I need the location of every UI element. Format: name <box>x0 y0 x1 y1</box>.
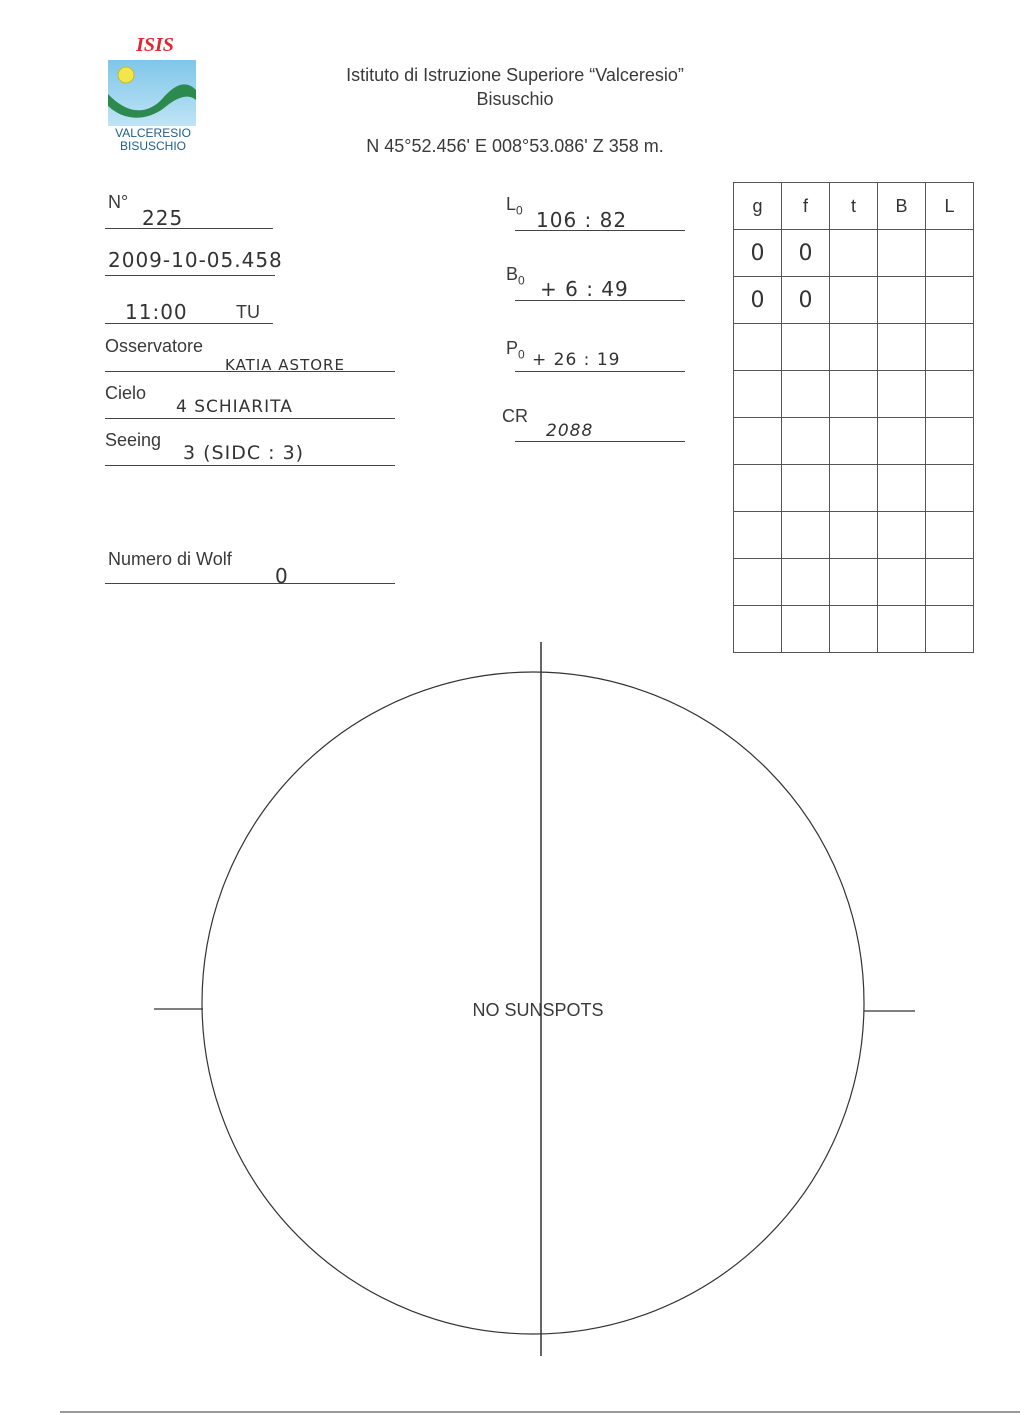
column-header-t: t <box>830 183 878 230</box>
column-header-b: B <box>878 183 926 230</box>
l0-value: 106 : 82 <box>536 208 628 232</box>
observer-value: KATIA ASTORE <box>225 356 345 374</box>
number-label: N° <box>108 192 129 212</box>
logo-caption-line1: VALCERESIO <box>115 126 191 140</box>
time-suffix: TU <box>236 302 260 322</box>
observer-label: Osservatore <box>105 336 204 356</box>
seeing-value: 3 (SIDC : 3) <box>183 442 305 464</box>
cr-label: CR <box>502 406 528 426</box>
b0-label: $B_0$ <box>506 264 525 288</box>
b0-value: + 6 : 49 <box>540 277 629 301</box>
table-cell-f: 0 <box>782 230 830 277</box>
table-cell-f: 0 <box>782 277 830 324</box>
l0-label: $L_0$ <box>506 194 523 218</box>
column-header-l: L <box>926 183 974 230</box>
observatory-coordinates: N 45°52.456' E 008°53.086' Z 358 m. <box>366 136 664 156</box>
wolf-number-label: Numero di Wolf <box>108 549 232 569</box>
date-value: 2009-10-05.458 <box>108 248 283 272</box>
institute-name: Istituto di Istruzione Superiore “Valceresio” <box>346 65 684 85</box>
time-value: 11:00 <box>125 300 188 324</box>
table-cell-g: 0 <box>734 277 782 324</box>
logo-caption-line2: BISUSCHIO <box>119 139 186 153</box>
p0-value: + 26 : 19 <box>532 350 621 370</box>
sky-value: 4 SCHIARITA <box>176 397 293 417</box>
column-header-f: f <box>782 183 830 230</box>
p0-label: $P_0$ <box>506 338 525 362</box>
sky-label: Cielo <box>105 383 147 403</box>
number-value: 225 <box>142 206 184 230</box>
institute-town: Bisuschio <box>476 89 554 109</box>
cr-value: 2088 <box>546 421 594 441</box>
table-cell-g: 0 <box>734 230 782 277</box>
svg-text:ISIS: ISIS <box>136 34 174 54</box>
seeing-label: Seeing <box>105 430 162 450</box>
wolf-number-value: 0 <box>275 564 289 588</box>
column-header-g: g <box>734 183 782 230</box>
no-sunspots-note: NO SUNSPOTS <box>472 1000 604 1020</box>
